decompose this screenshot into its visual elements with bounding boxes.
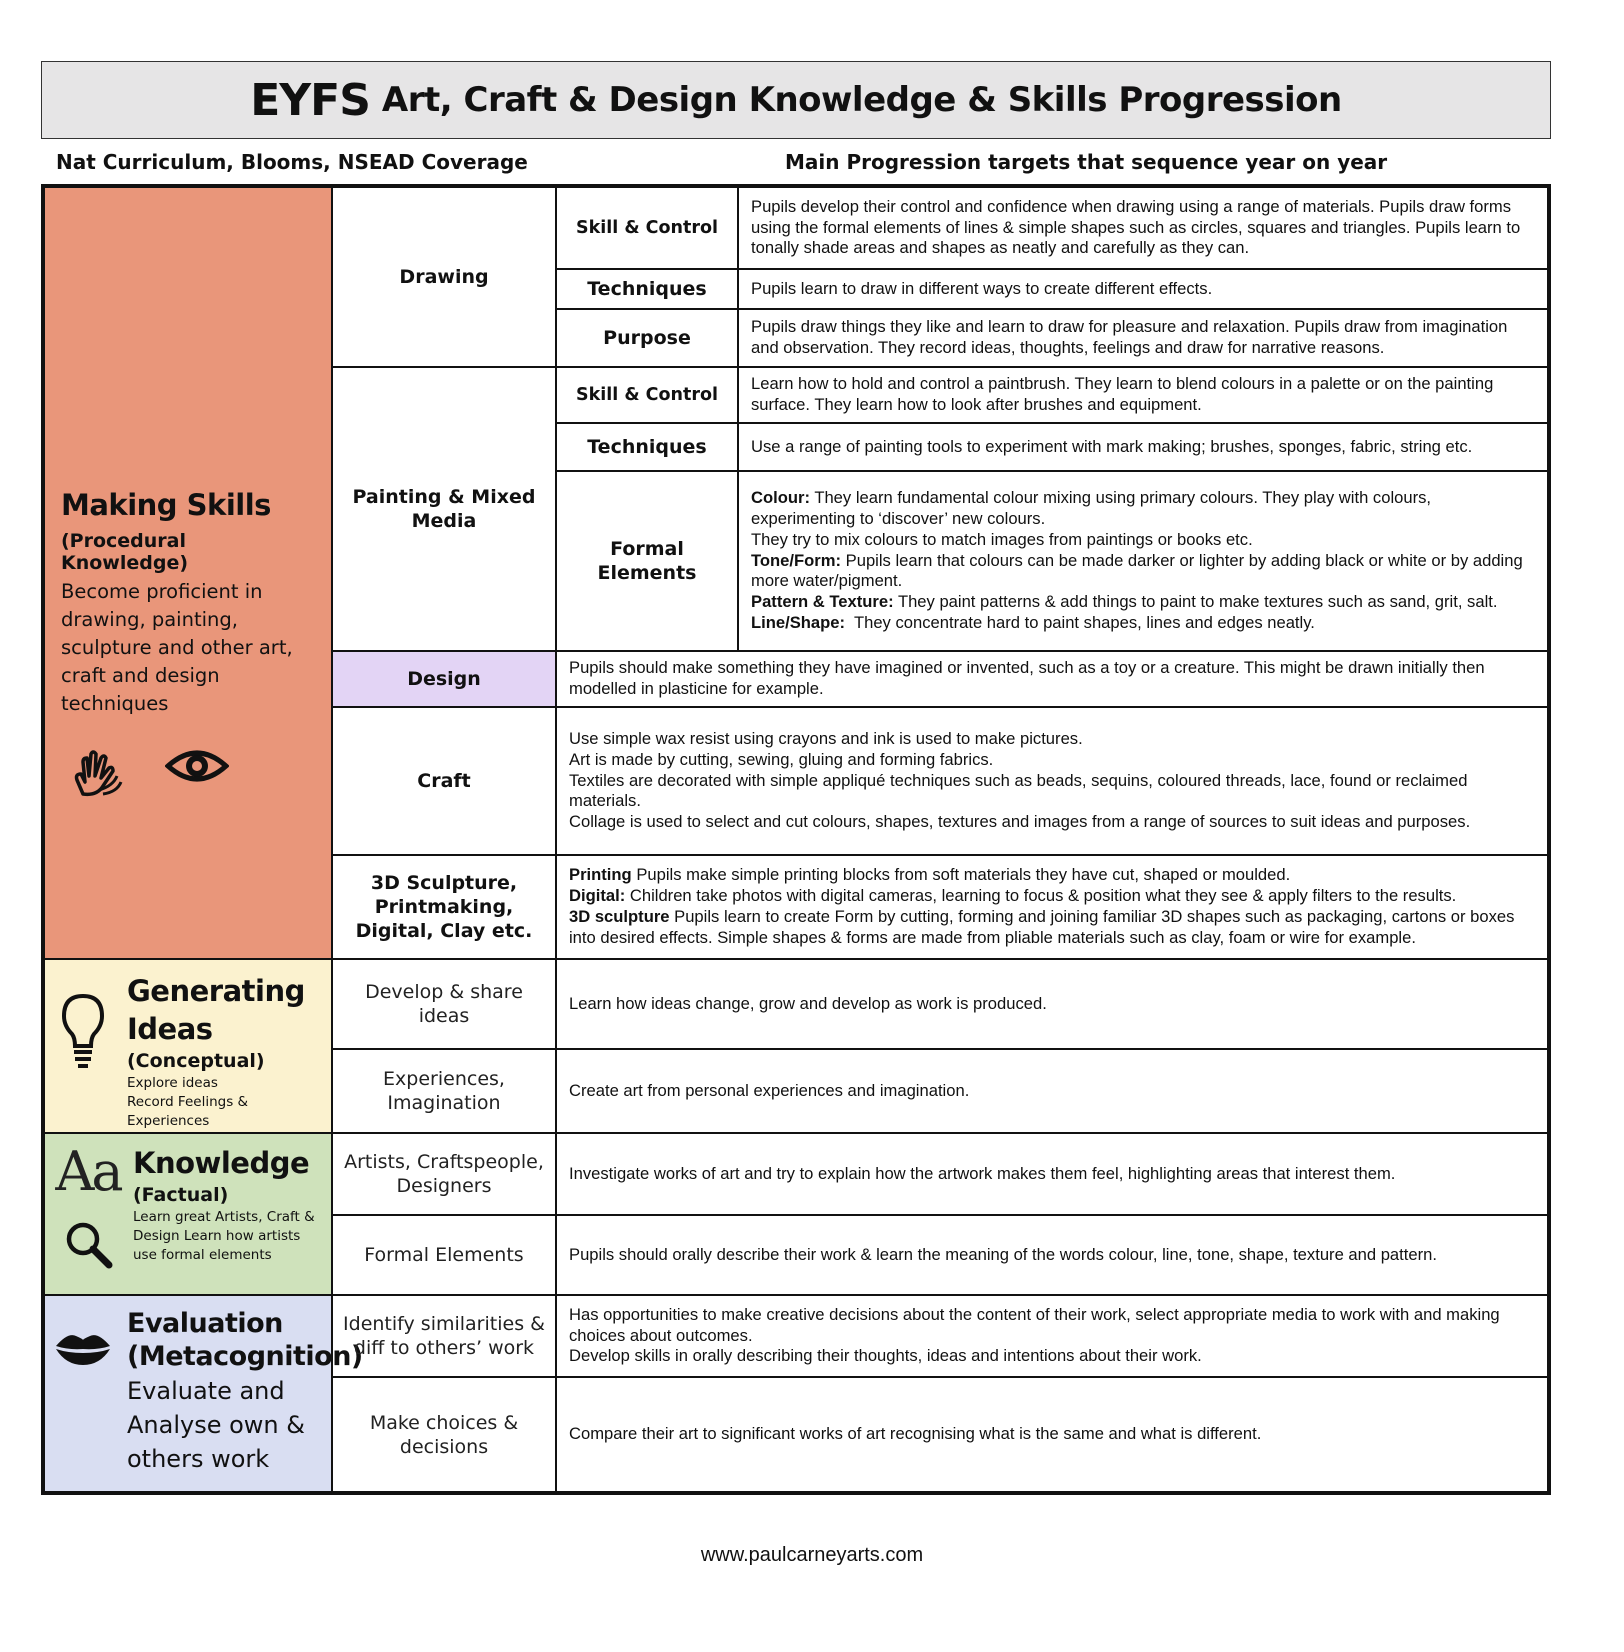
category-knowledge: [44, 1133, 332, 1295]
generating-title: Generating Ideas: [127, 974, 305, 1046]
sub-artists: Artists, Craftspeople, Designers: [332, 1133, 556, 1215]
making-title: Making Skills: [61, 488, 271, 522]
artists-desc: Investigate works of art and try to explain how the artwork makes them feel, highlighting areas that interest them.: [556, 1133, 1548, 1215]
eye-icon: [165, 746, 229, 803]
generating-note-1: Explore ideas: [127, 1075, 218, 1091]
magnifier-icon: [62, 1218, 114, 1275]
aspect-purpose: Purpose: [556, 309, 738, 367]
identify-desc: Has opportunities to make creative decisions about the content of their work, select appropriate media to work with and making choices about outcomes. Develop skills in orally describing their thoughts, ideas and intentions about their work.: [556, 1295, 1548, 1377]
drawing-purpose-desc: Pupils draw things they like and learn to draw for pleasure and relaxation. Pupils draw from imagination and observation. They record ideas, thoughts, feelings and draw for narrative reasons.: [738, 309, 1548, 367]
evaluation-title: Evaluation: [127, 1308, 283, 1339]
sculpture-desc: Printing Pupils make simple printing blocks from soft materials they have cut, shaped or moulded. Digital: Children take photos with digital cameras, learning to focus & position what they see & apply filters to the results. 3D sculpture Pupils learn to create Form by cutting, forming and joining familiar 3D shapes such as packaging, cartons or boxes into desired effects. Simple shapes & forms are made from pliable materials such as clay, foam or wire for example.: [556, 855, 1548, 959]
generating-subtitle: (Conceptual): [127, 1050, 265, 1072]
aspect-techniques: Techniques: [556, 269, 738, 309]
title-text: Art, Craft & Design Knowledge & Skills Progression: [381, 80, 1342, 120]
making-body: Become proficient in drawing, painting, sculpture and other art, craft and design techniques: [61, 580, 293, 715]
coverage-heading: Nat Curriculum, Blooms, NSEAD Coverage: [56, 150, 528, 174]
subject-drawing: Drawing: [332, 187, 556, 367]
title-eyfs: EYFS: [250, 74, 370, 126]
experiences-desc: Create art from personal experiences and imagination.: [556, 1049, 1548, 1133]
making-subtitle: (Procedural Knowledge): [61, 530, 189, 574]
sub-make-choices: Make choices & decisions: [332, 1377, 556, 1492]
aspect-skill-control: Skill & Control: [556, 367, 738, 423]
painting-skill-desc: Learn how to hold and control a paintbrush. They learn to blend colours in a palette or on the painting surface. They learn how to look after brushes and equipment.: [738, 367, 1548, 423]
evaluation-body: Evaluate and Analyse own & others work: [127, 1377, 305, 1473]
develop-share-desc: Learn how ideas change, grow and develop as work is produced.: [556, 959, 1548, 1049]
drawing-techniques-desc: Pupils learn to draw in different ways to create different effects.: [738, 269, 1548, 309]
lightbulb-icon: [58, 992, 108, 1077]
knowledge-title: Knowledge: [133, 1146, 310, 1180]
category-making-skills: [44, 187, 332, 959]
knowledge-note: Learn great Artists, Craft & Design Learn how artists use formal elements: [133, 1209, 315, 1263]
targets-heading: Main Progression targets that sequence year on year: [785, 150, 1388, 174]
lips-icon: [54, 1332, 112, 1371]
sub-formal-elements: Formal Elements: [332, 1215, 556, 1295]
aspect-formal-elements: Formal Elements: [556, 471, 738, 651]
generating-note-2: Record Feelings & Experiences: [127, 1094, 249, 1129]
sub-experiences: Experiences, Imagination: [332, 1049, 556, 1133]
painting-formal-desc: Colour: They learn fundamental colour mixing using primary colours. They play with colours, experimenting to ‘discover’ new colours. They try to mix colours to match images from paintings or books etc. Tone/Form: Pupils learn that colours can be made darker or lighter by adding black or white or by adding more water/pigment. Pattern & Texture: They paint patterns & add things to paint to make textures such as sand, grit, salt. Line/Shape: They concentrate hard to paint shapes, lines and edges neatly.: [738, 471, 1548, 651]
subject-sculpture: 3D Sculpture, Printmaking, Digital, Clay etc.: [332, 855, 556, 959]
craft-desc: Use simple wax resist using crayons and ink is used to make pictures. Art is made by cutting, sewing, gluing and forming fabrics. Textiles are decorated with simple appliqué techniques such as beads, sequins, coloured threads, lace, found or reclaimed materials. Collage is used to select and cut colours, shapes, textures and images from a range of sources to suit ideas and purposes.: [556, 707, 1548, 855]
subject-design: Design: [332, 651, 556, 707]
subject-craft: Craft: [332, 707, 556, 855]
footer-url: www.paulcarneyarts.com: [700, 1544, 924, 1566]
painting-techniques-desc: Use a range of painting tools to experiment with mark making; brushes, sponges, fabric, string etc.: [738, 423, 1548, 471]
design-desc: Pupils should make something they have imagined or invented, such as a toy or a creature. This might be drawn initially then modelled in plasticine for example.: [556, 651, 1548, 707]
category-generating-ideas: [44, 959, 332, 1133]
hand-icon: [69, 746, 125, 803]
formal-elements-desc: Pupils should orally describe their work & learn the meaning of the words colour, line, tone, shape, texture and pattern.: [556, 1215, 1548, 1295]
make-choices-desc: Compare their art to significant works of art recognising what is the same and what is different.: [556, 1377, 1548, 1492]
evaluation-subtitle: (Metacognition): [127, 1341, 363, 1372]
sub-develop-share: Develop & share ideas: [332, 959, 556, 1049]
aspect-techniques: Techniques: [556, 423, 738, 471]
drawing-skill-desc: Pupils develop their control and confidence when drawing using a range of materials. Pupils draw forms using the formal elements of lines & simple shapes such as circles, squares and triangles. Pupils learn to tonally shade areas and shapes as neatly and carefully as they can.: [738, 187, 1548, 269]
category-evaluation: [44, 1295, 363, 1492]
subject-painting: Painting & Mixed Media: [332, 367, 556, 651]
knowledge-subtitle: (Factual): [133, 1184, 229, 1206]
aspect-skill-control: Skill & Control: [556, 187, 738, 269]
sub-identify-similarities: Identify similarities & diff to others’ work: [332, 1295, 556, 1377]
progression-table: [41, 184, 1551, 1495]
font-icon: Aa: [55, 1140, 121, 1203]
page-title: [41, 61, 1551, 139]
